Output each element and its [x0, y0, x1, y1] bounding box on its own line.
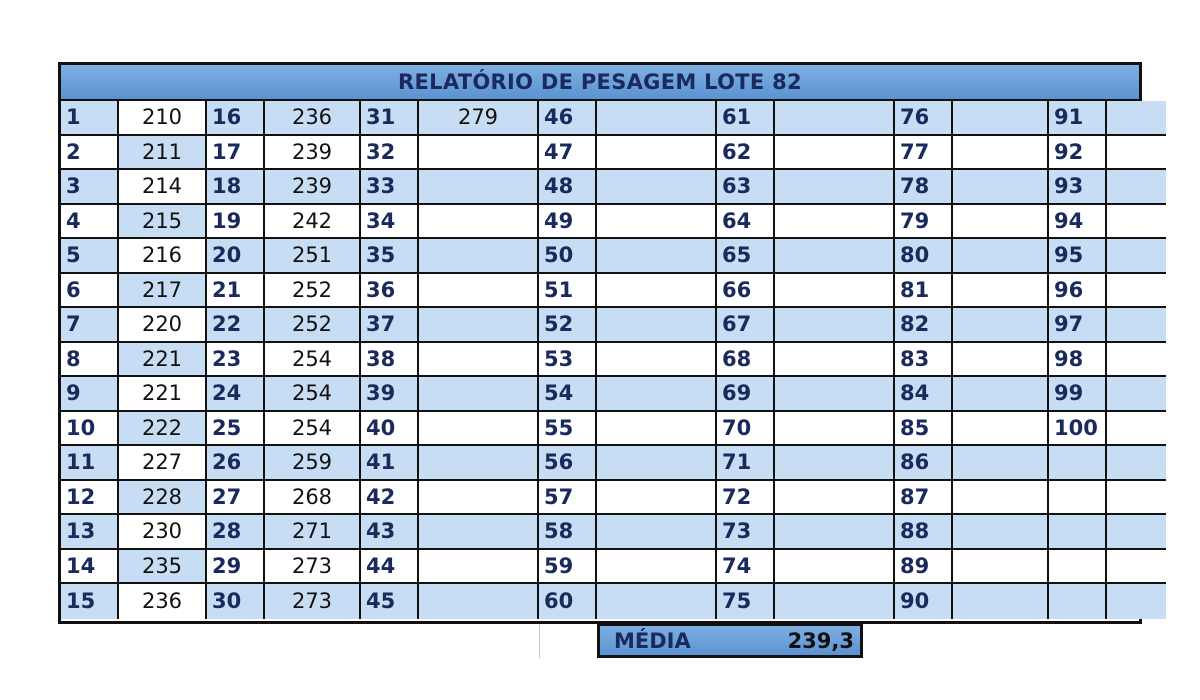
- index-cell: 51: [539, 274, 597, 309]
- weight-cell: 221: [119, 343, 207, 378]
- weight-cell: [597, 446, 717, 481]
- index-cell: 36: [361, 274, 419, 309]
- weight-cell: [1107, 550, 1166, 585]
- weight-cell: [1107, 274, 1166, 309]
- index-cell: 24: [207, 377, 265, 412]
- weight-cell: 227: [119, 446, 207, 481]
- weight-cell: [953, 101, 1049, 136]
- index-cell: 59: [539, 550, 597, 585]
- weight-cell: 228: [119, 481, 207, 516]
- weight-cell: 217: [119, 274, 207, 309]
- index-cell: 20: [207, 239, 265, 274]
- index-cell: 73: [717, 515, 775, 550]
- index-cell: 72: [717, 481, 775, 516]
- index-cell: 54: [539, 377, 597, 412]
- index-cell: 16: [207, 101, 265, 136]
- weight-cell: 252: [265, 308, 361, 343]
- weight-cell: [953, 412, 1049, 447]
- index-cell: 68: [717, 343, 775, 378]
- weight-cell: 254: [265, 412, 361, 447]
- weight-cell: [775, 481, 895, 516]
- weight-cell: [953, 550, 1049, 585]
- index-cell: [1049, 446, 1107, 481]
- weight-cell: [953, 446, 1049, 481]
- weight-cell: [953, 308, 1049, 343]
- weight-cell: [775, 239, 895, 274]
- index-cell: 17: [207, 136, 265, 171]
- weight-cell: [419, 412, 539, 447]
- weight-cell: [775, 515, 895, 550]
- index-cell: 81: [895, 274, 953, 309]
- weight-cell: [1107, 205, 1166, 240]
- index-cell: 94: [1049, 205, 1107, 240]
- index-cell: 87: [895, 481, 953, 516]
- weight-cell: [419, 239, 539, 274]
- index-cell: 86: [895, 446, 953, 481]
- index-cell: 74: [717, 550, 775, 585]
- weight-cell: [775, 446, 895, 481]
- index-cell: 40: [361, 412, 419, 447]
- weight-cell: [1107, 136, 1166, 171]
- index-cell: 1: [61, 101, 119, 136]
- weight-cell: [1107, 515, 1166, 550]
- index-cell: 15: [61, 584, 119, 619]
- index-cell: 85: [895, 412, 953, 447]
- index-cell: 22: [207, 308, 265, 343]
- weight-cell: [1107, 343, 1166, 378]
- weight-cell: [1107, 412, 1166, 447]
- weight-cell: [419, 481, 539, 516]
- index-cell: 42: [361, 481, 419, 516]
- index-cell: 67: [717, 308, 775, 343]
- weight-cell: [1107, 308, 1166, 343]
- index-cell: 90: [895, 584, 953, 619]
- index-cell: 84: [895, 377, 953, 412]
- index-cell: 43: [361, 515, 419, 550]
- index-cell: 25: [207, 412, 265, 447]
- weight-cell: [419, 550, 539, 585]
- weight-cell: 254: [265, 377, 361, 412]
- weight-cell: 214: [119, 170, 207, 205]
- divider-line: [539, 624, 540, 658]
- weight-cell: 235: [119, 550, 207, 585]
- weight-cell: 215: [119, 205, 207, 240]
- weight-cell: 268: [265, 481, 361, 516]
- weights-grid: [61, 101, 1139, 619]
- index-cell: 4: [61, 205, 119, 240]
- average-label: MÉDIA: [614, 628, 691, 653]
- weight-cell: [1107, 170, 1166, 205]
- weight-cell: [597, 412, 717, 447]
- weight-cell: 236: [265, 101, 361, 136]
- weighing-report-table: [58, 62, 1142, 624]
- index-cell: 11: [61, 446, 119, 481]
- index-cell: 35: [361, 239, 419, 274]
- index-cell: 82: [895, 308, 953, 343]
- index-cell: 71: [717, 446, 775, 481]
- index-cell: 53: [539, 343, 597, 378]
- weight-cell: [419, 205, 539, 240]
- weight-cell: 216: [119, 239, 207, 274]
- index-cell: 69: [717, 377, 775, 412]
- index-cell: 89: [895, 550, 953, 585]
- weight-cell: [419, 136, 539, 171]
- index-cell: 7: [61, 308, 119, 343]
- weight-cell: [775, 170, 895, 205]
- index-cell: 19: [207, 205, 265, 240]
- index-cell: 96: [1049, 274, 1107, 309]
- weight-cell: [419, 170, 539, 205]
- index-cell: 79: [895, 205, 953, 240]
- weight-cell: [953, 515, 1049, 550]
- average-box: [597, 623, 863, 658]
- index-cell: 33: [361, 170, 419, 205]
- index-cell: 34: [361, 205, 419, 240]
- weight-cell: [953, 377, 1049, 412]
- index-cell: 12: [61, 481, 119, 516]
- weight-cell: [597, 239, 717, 274]
- index-cell: 38: [361, 343, 419, 378]
- weight-cell: [953, 136, 1049, 171]
- index-cell: 62: [717, 136, 775, 171]
- weight-cell: [597, 377, 717, 412]
- weight-cell: 242: [265, 205, 361, 240]
- weight-cell: 252: [265, 274, 361, 309]
- index-cell: 52: [539, 308, 597, 343]
- index-cell: 32: [361, 136, 419, 171]
- weight-cell: [419, 308, 539, 343]
- index-cell: 18: [207, 170, 265, 205]
- weight-cell: 210: [119, 101, 207, 136]
- index-cell: 58: [539, 515, 597, 550]
- index-cell: 41: [361, 446, 419, 481]
- index-cell: 3: [61, 170, 119, 205]
- index-cell: 76: [895, 101, 953, 136]
- index-cell: 61: [717, 101, 775, 136]
- weight-cell: [597, 515, 717, 550]
- index-cell: 8: [61, 343, 119, 378]
- weight-cell: 220: [119, 308, 207, 343]
- index-cell: [1049, 550, 1107, 585]
- index-cell: 100: [1049, 412, 1107, 447]
- index-cell: 50: [539, 239, 597, 274]
- weight-cell: [1107, 101, 1166, 136]
- weight-cell: [597, 101, 717, 136]
- weight-cell: [597, 481, 717, 516]
- weight-cell: [953, 205, 1049, 240]
- index-cell: 99: [1049, 377, 1107, 412]
- index-cell: 57: [539, 481, 597, 516]
- index-cell: 23: [207, 343, 265, 378]
- weight-cell: 279: [419, 101, 539, 136]
- weight-cell: [953, 584, 1049, 619]
- weight-cell: [419, 377, 539, 412]
- index-cell: 5: [61, 239, 119, 274]
- weight-cell: 273: [265, 584, 361, 619]
- weight-cell: [775, 377, 895, 412]
- index-cell: 14: [61, 550, 119, 585]
- index-cell: 39: [361, 377, 419, 412]
- weight-cell: [953, 343, 1049, 378]
- weight-cell: [419, 446, 539, 481]
- index-cell: 91: [1049, 101, 1107, 136]
- weight-cell: [775, 136, 895, 171]
- index-cell: 31: [361, 101, 419, 136]
- index-cell: 21: [207, 274, 265, 309]
- index-cell: 6: [61, 274, 119, 309]
- index-cell: 9: [61, 377, 119, 412]
- index-cell: 10: [61, 412, 119, 447]
- weight-cell: [1107, 446, 1166, 481]
- index-cell: 60: [539, 584, 597, 619]
- weight-cell: [953, 481, 1049, 516]
- weight-cell: 221: [119, 377, 207, 412]
- weight-cell: [1107, 377, 1166, 412]
- weight-cell: [953, 274, 1049, 309]
- index-cell: 26: [207, 446, 265, 481]
- index-cell: [1049, 481, 1107, 516]
- index-cell: 63: [717, 170, 775, 205]
- index-cell: 55: [539, 412, 597, 447]
- weight-cell: 239: [265, 136, 361, 171]
- weight-cell: [597, 584, 717, 619]
- index-cell: [1049, 515, 1107, 550]
- weight-cell: [953, 170, 1049, 205]
- index-cell: 28: [207, 515, 265, 550]
- index-cell: 29: [207, 550, 265, 585]
- weight-cell: [953, 239, 1049, 274]
- index-cell: 64: [717, 205, 775, 240]
- index-cell: 49: [539, 205, 597, 240]
- weight-cell: [775, 550, 895, 585]
- weight-cell: [597, 136, 717, 171]
- weight-cell: [597, 308, 717, 343]
- weight-cell: 239: [265, 170, 361, 205]
- weight-cell: [419, 343, 539, 378]
- weight-cell: [597, 343, 717, 378]
- weight-cell: 271: [265, 515, 361, 550]
- index-cell: 95: [1049, 239, 1107, 274]
- index-cell: 98: [1049, 343, 1107, 378]
- index-cell: 75: [717, 584, 775, 619]
- weight-cell: [597, 274, 717, 309]
- weight-cell: [1107, 584, 1166, 619]
- index-cell: 27: [207, 481, 265, 516]
- index-cell: 13: [61, 515, 119, 550]
- index-cell: 48: [539, 170, 597, 205]
- index-cell: 47: [539, 136, 597, 171]
- weight-cell: [775, 584, 895, 619]
- weight-cell: [597, 170, 717, 205]
- index-cell: 56: [539, 446, 597, 481]
- weight-cell: [775, 412, 895, 447]
- index-cell: [1049, 584, 1107, 619]
- index-cell: 92: [1049, 136, 1107, 171]
- weight-cell: [1107, 481, 1166, 516]
- weight-cell: 273: [265, 550, 361, 585]
- weight-cell: [1107, 239, 1166, 274]
- index-cell: 88: [895, 515, 953, 550]
- average-value: 239,3: [787, 628, 854, 653]
- weight-cell: 222: [119, 412, 207, 447]
- index-cell: 97: [1049, 308, 1107, 343]
- weight-cell: 236: [119, 584, 207, 619]
- index-cell: 45: [361, 584, 419, 619]
- index-cell: 65: [717, 239, 775, 274]
- weight-cell: [419, 584, 539, 619]
- weight-cell: [419, 515, 539, 550]
- weight-cell: [775, 308, 895, 343]
- index-cell: 30: [207, 584, 265, 619]
- index-cell: 46: [539, 101, 597, 136]
- index-cell: 78: [895, 170, 953, 205]
- index-cell: 44: [361, 550, 419, 585]
- index-cell: 93: [1049, 170, 1107, 205]
- index-cell: 37: [361, 308, 419, 343]
- weight-cell: 211: [119, 136, 207, 171]
- weight-cell: [775, 343, 895, 378]
- index-cell: 2: [61, 136, 119, 171]
- index-cell: 83: [895, 343, 953, 378]
- weight-cell: 251: [265, 239, 361, 274]
- weight-cell: [597, 550, 717, 585]
- weight-cell: 254: [265, 343, 361, 378]
- index-cell: 70: [717, 412, 775, 447]
- weight-cell: [419, 274, 539, 309]
- weight-cell: [775, 274, 895, 309]
- weight-cell: 259: [265, 446, 361, 481]
- weight-cell: 230: [119, 515, 207, 550]
- index-cell: 66: [717, 274, 775, 309]
- weight-cell: [597, 205, 717, 240]
- weight-cell: [775, 101, 895, 136]
- report-title: RELATÓRIO DE PESAGEM LOTE 82: [61, 65, 1139, 101]
- index-cell: 80: [895, 239, 953, 274]
- weight-cell: [775, 205, 895, 240]
- index-cell: 77: [895, 136, 953, 171]
